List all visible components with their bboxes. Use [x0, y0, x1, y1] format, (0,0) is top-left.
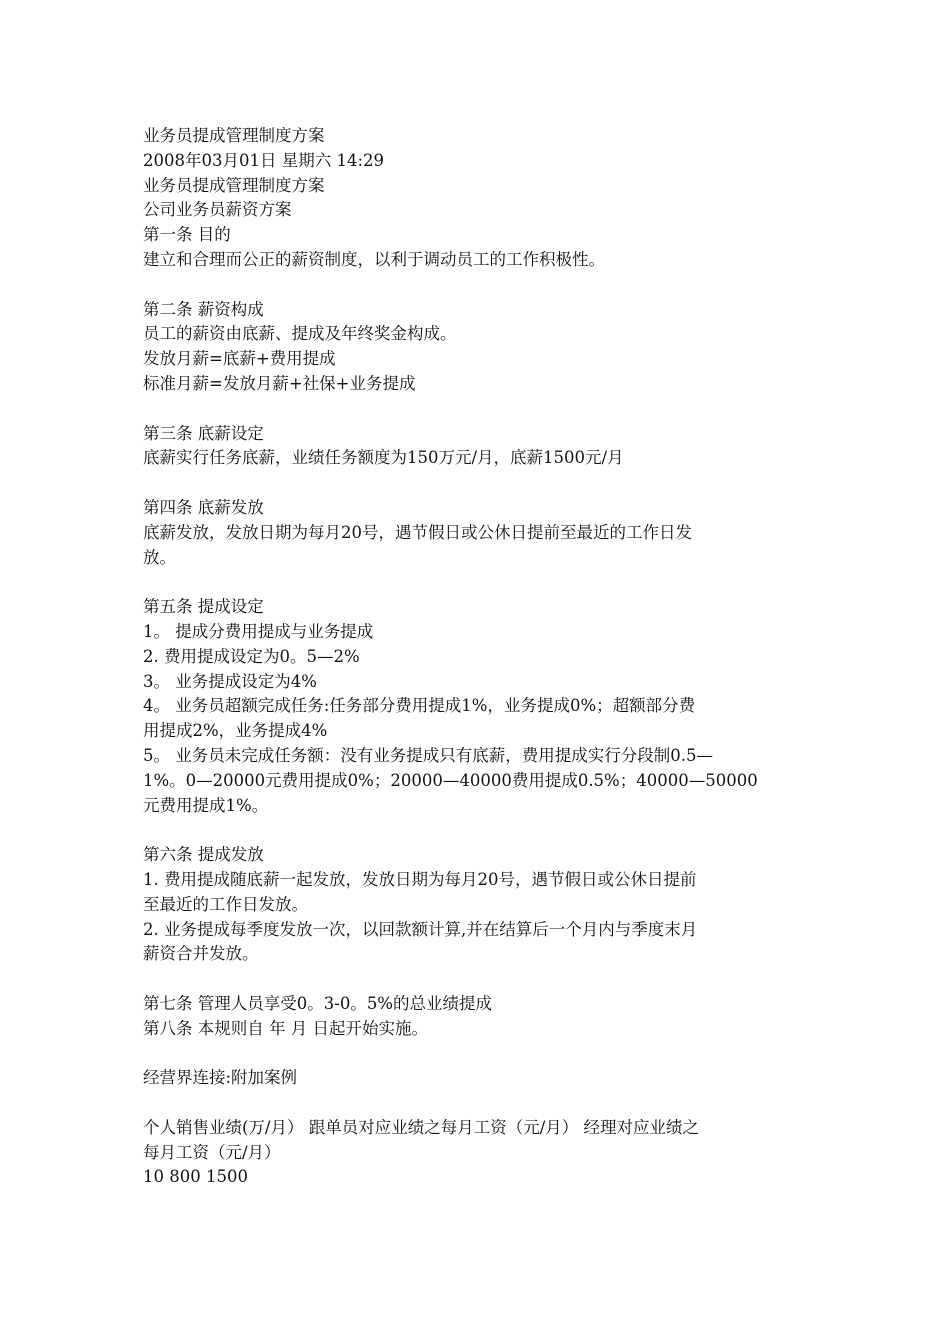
article2-text: 员工的薪资由底薪、提成及年终奖金构成。 [143, 324, 457, 344]
article1-heading: 第一条 目的 [143, 225, 231, 245]
article6-item: 薪资合并发放。 [143, 944, 259, 964]
article6-item: 至最近的工作日发放。 [143, 894, 308, 914]
table-header: 每月工资（元/月） [143, 1142, 281, 1162]
blank-line [143, 471, 815, 496]
table-header: 个人销售业绩(万/月） 跟单员对应业绩之每月工资（元/月） 经理对应业绩之 [143, 1117, 700, 1137]
blank-line [143, 818, 815, 843]
blank-line [143, 1041, 815, 1066]
article2-text: 发放月薪=底薪+费用提成 [143, 349, 336, 369]
article5-item: 元费用提成1%。 [143, 795, 269, 815]
article2-heading: 第二条 薪资构成 [143, 299, 264, 319]
blank-line [143, 1091, 815, 1116]
document-title: 业务员提成管理制度方案 [143, 126, 325, 145]
article4-heading: 第四条 底薪发放 [143, 497, 264, 517]
document-body [143, 124, 815, 1190]
document-subtitle: 业务员提成管理制度方案 [143, 175, 325, 195]
blank-line [143, 397, 815, 422]
article6-item: 2. 业务提成每季度发放一次，以回款额计算,并在结算后一个月内与季度末月 [143, 919, 698, 939]
article5-item: 1%。0—20000元费用提成0%；20000—40000费用提成0.5%；40000—50000 [143, 770, 758, 790]
article5-item: 2. 费用提成设定为0。5—2% [143, 646, 360, 666]
blank-line [143, 570, 815, 595]
article8-text: 第八条 本规则自 年 月 日起开始实施。 [143, 1018, 428, 1038]
article3-heading: 第三条 底薪设定 [143, 423, 264, 443]
article5-item: 3。 业务提成设定为4% [143, 671, 317, 691]
appendix-label: 经营界连接:附加案例 [143, 1068, 298, 1088]
article5-item: 5。 业务员未完成任务额：没有业务提成只有底薪，费用提成实行分段制0.5— [143, 745, 713, 765]
article7-text: 第七条 管理人员享受0。3-0。5%的总业绩提成 [143, 993, 492, 1013]
blank-line [143, 273, 815, 298]
article6-item: 1. 费用提成随底薪一起发放，发放日期为每月20号，遇节假日或公休日提前 [143, 869, 697, 889]
scheme-title: 公司业务员薪资方案 [143, 200, 292, 220]
article6-heading: 第六条 提成发放 [143, 845, 264, 865]
document-datetime: 2008年03月01日 星期六 14:29 [143, 150, 385, 170]
article5-heading: 第五条 提成设定 [143, 597, 264, 617]
article5-item: 用提成2%，业务提成4% [143, 721, 328, 741]
article2-text: 标准月薪=发放月薪+社保+业务提成 [143, 373, 416, 393]
article5-item: 4。 业务员超额完成任务:任务部分费用提成1%，业务提成0%；超额部分费 [143, 696, 696, 716]
article1-text: 建立和合理而公正的薪资制度，以利于调动员工的工作积极性。 [143, 249, 605, 269]
article4-text: 放。 [143, 547, 176, 567]
article4-text: 底薪发放，发放日期为每月20号，遇节假日或公休日提前至最近的工作日发 [143, 522, 692, 542]
table-row: 10 800 1500 [143, 1167, 248, 1187]
blank-line [143, 967, 815, 992]
article5-item: 1。 提成分费用提成与业务提成 [143, 621, 374, 641]
article3-text: 底薪实行任务底薪，业绩任务额度为150万元/月，底薪1500元/月 [143, 448, 624, 468]
